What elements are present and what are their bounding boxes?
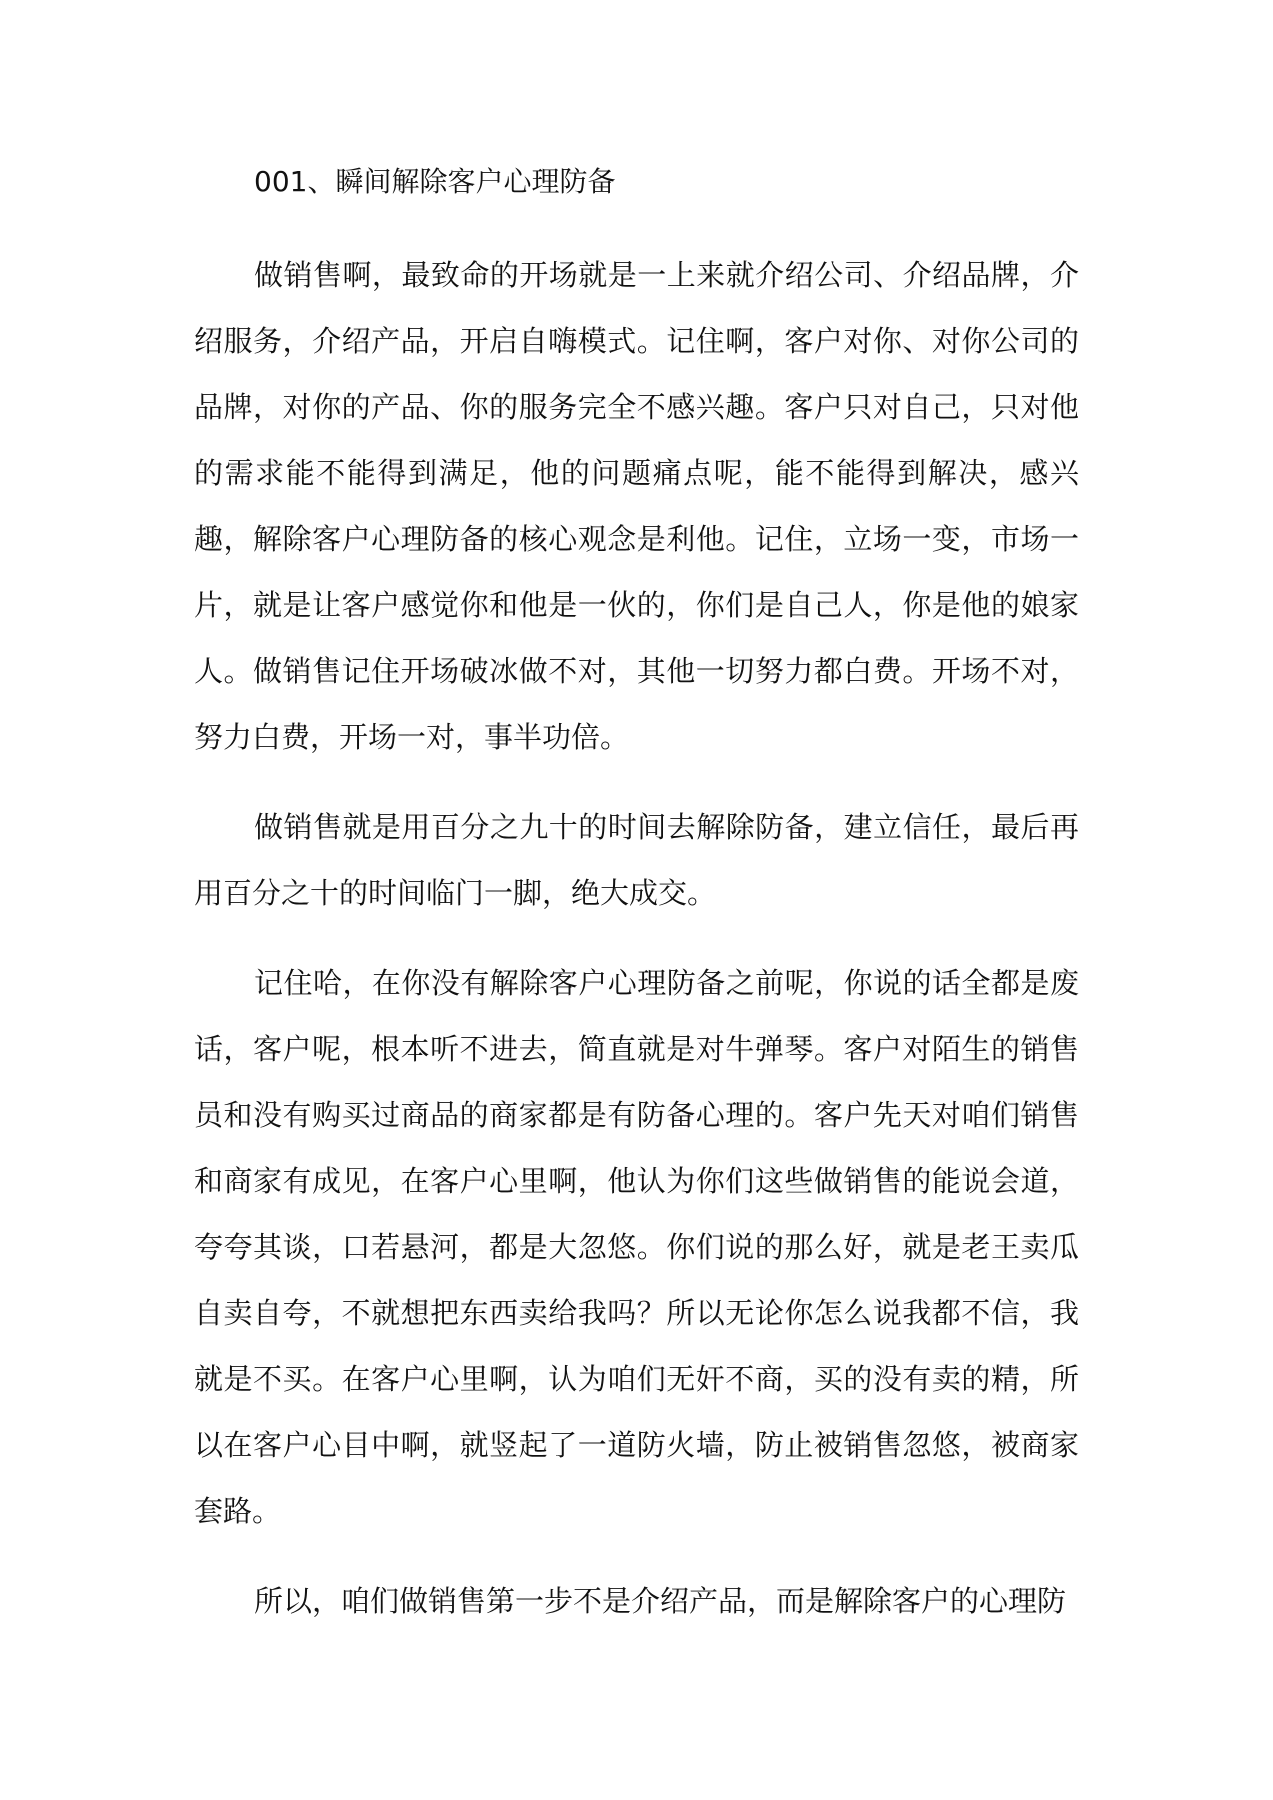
paragraph-2: 做销售就是用百分之九十的时间去解除防备，建立信任，最后再用百分之十的时间临门一脚，绝大成交。 [194,810,1079,910]
paragraph-3: 记住哈，在你没有解除客户心理防备之前呢，你说的话全都是废话，客户呢，根本听不进去，简直就是对牛弹琴。客户对陌生的销售员和没有购买过商品的商家都是有防备心理的。客户先天对咱们销售和商家有成见，在客户心里啊，他认为你们这些做销售的能说会道，夸夸其谈，口若悬河，都是大忽悠。你们说的那么好，就是老王卖瓜自卖自夸，不就想把东西卖给我吗？所以无论你怎么说我都不信，我就是不买。在客户心里啊，认为咱们无奸不商，买的没有卖的精，所以在客户心目中啊，就竖起了一道防火墙，防止被销售忽悠，被商家套路。 [194,966,1079,1528]
document-body [194,160,1079,1658]
paragraph-4: 所以，咱们做销售第一步不是介绍产品，而是解除客户的心理防 [254,1584,1067,1618]
paragraph-1: 做销售啊，最致命的开场就是一上来就介绍公司、介绍品牌，介绍服务，介绍产品，开启自嗨模式。记住啊，客户对你、对你公司的品牌，对你的产品、你的服务完全不感兴趣。客户只对自己，只对他的需求能不能得到满足，他的问题痛点呢，能不能得到解决，感兴趣，解除客户心理防备的核心观念是利他。记住，立场一变，市场一片，就是让客户感觉你和他是一伙的，你们是自己人，你是他的娘家人。做销售记住开场破冰做不对，其他一切努力都白费。开场不对，努力白费，开场一对，事半功倍。 [194,258,1079,754]
section-title: 001、瞬间解除客户心理防备 [254,165,616,198]
